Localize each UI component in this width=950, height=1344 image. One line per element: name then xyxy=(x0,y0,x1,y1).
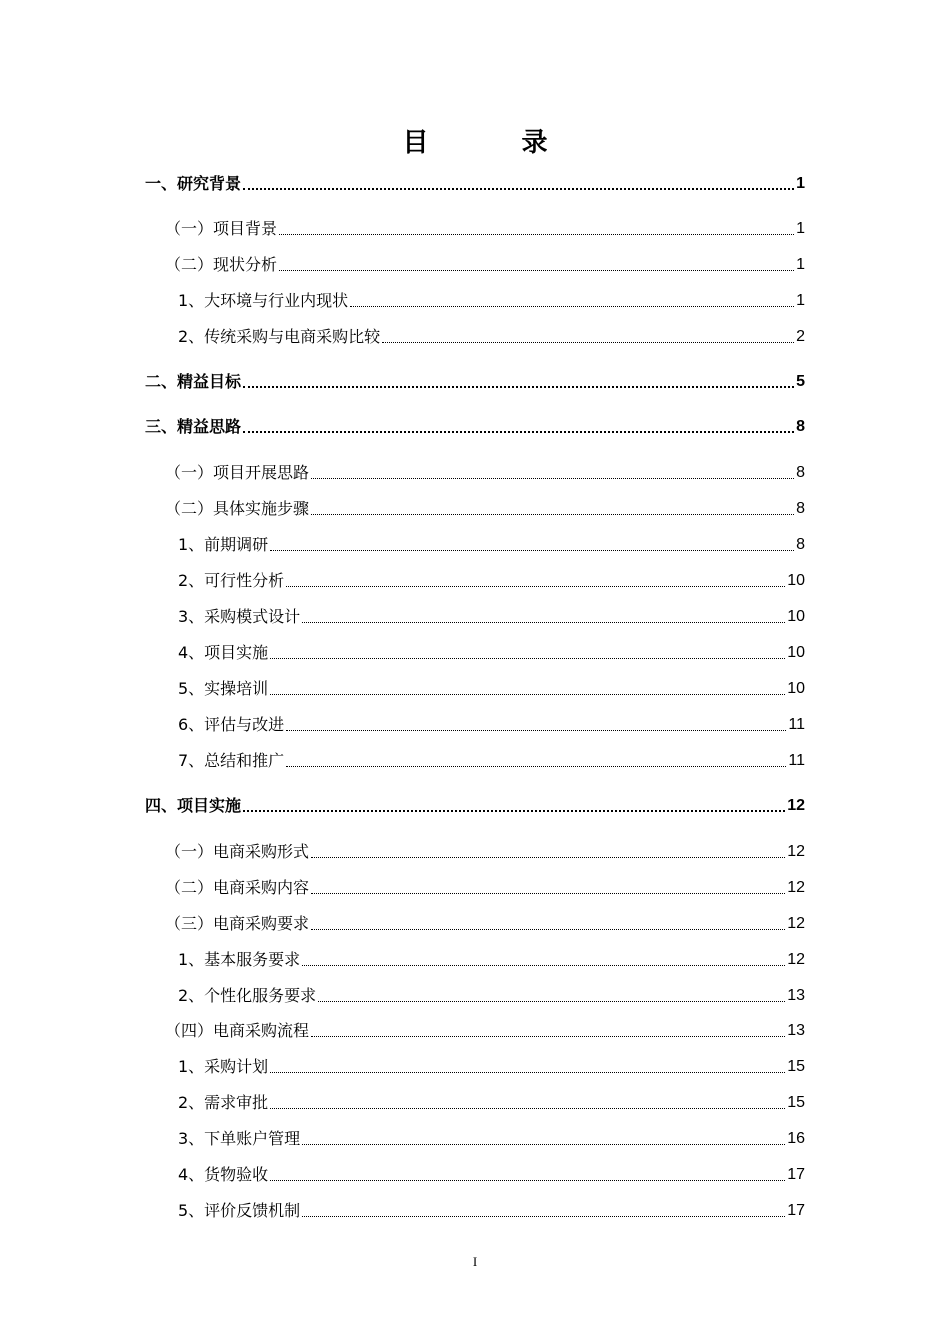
toc-dot-leader xyxy=(302,1144,785,1145)
toc-page-number: 13 xyxy=(787,1022,805,1039)
toc-entry[interactable] xyxy=(178,982,805,1006)
toc-dot-leader xyxy=(279,234,794,235)
toc-entry[interactable] xyxy=(178,323,805,347)
toc-page-number: 8 xyxy=(796,464,805,481)
toc-entry-text: 7、总结和推广 xyxy=(178,751,285,770)
toc-page-number: 1 xyxy=(796,256,805,273)
toc-dot-leader xyxy=(318,1001,785,1002)
toc-entry[interactable] xyxy=(178,946,805,970)
toc-title: 目 录 xyxy=(402,128,590,158)
toc-entry[interactable] xyxy=(145,792,805,816)
toc-dot-leader xyxy=(302,965,785,966)
toc-entry-text: 1、大环境与行业内现状 xyxy=(178,291,349,310)
toc-entry[interactable] xyxy=(165,910,805,934)
toc-entry-text: 1、基本服务要求 xyxy=(178,950,301,969)
toc-page-number: 17 xyxy=(787,1166,805,1183)
toc-page-number: 15 xyxy=(787,1094,805,1111)
toc-entry-text: 4、项目实施 xyxy=(178,643,269,662)
toc-page-number: 10 xyxy=(787,572,805,589)
toc-entry-text: 3、下单账户管理 xyxy=(178,1129,301,1148)
toc-dot-leader xyxy=(382,342,794,343)
toc-entry-text: 5、评价反馈机制 xyxy=(178,1201,301,1220)
toc-dot-leader xyxy=(302,1216,785,1217)
toc-entry-text: 四、项目实施 xyxy=(145,796,242,815)
toc-dot-leader xyxy=(243,810,785,812)
toc-entry[interactable] xyxy=(165,874,805,898)
toc-entry[interactable] xyxy=(165,215,805,239)
toc-dot-leader xyxy=(270,1072,785,1073)
toc-entry[interactable] xyxy=(165,459,805,483)
toc-entry[interactable] xyxy=(178,287,805,311)
toc-entry-text: 一、研究背景 xyxy=(145,174,242,193)
toc-entry[interactable] xyxy=(178,1053,805,1077)
toc-page-number: 15 xyxy=(787,1058,805,1075)
toc-entry[interactable] xyxy=(165,838,805,862)
toc-dot-leader xyxy=(311,893,785,894)
toc-page-number: 2 xyxy=(796,328,805,345)
toc-entry[interactable] xyxy=(145,368,805,392)
toc-entry[interactable] xyxy=(178,711,805,735)
toc-dot-leader xyxy=(270,1180,785,1181)
toc-dot-leader xyxy=(243,188,794,190)
toc-dot-leader xyxy=(311,857,785,858)
toc-page-number: 8 xyxy=(796,500,805,517)
toc-entry-text: （四）电商采购流程 xyxy=(165,1021,310,1040)
toc-entry[interactable] xyxy=(145,413,805,437)
toc-entry[interactable] xyxy=(165,495,805,519)
toc-entry[interactable] xyxy=(165,251,805,275)
toc-page-number: 8 xyxy=(796,536,805,553)
toc-dot-leader xyxy=(243,431,794,433)
toc-entry-text: 三、精益思路 xyxy=(145,417,242,436)
toc-entry-text: （一）电商采购形式 xyxy=(165,842,310,861)
toc-entry-text: 5、实操培训 xyxy=(178,679,269,698)
toc-dot-leader xyxy=(302,622,785,623)
toc-page-number: 10 xyxy=(787,680,805,697)
toc-entry-text: 2、传统采购与电商采购比较 xyxy=(178,327,381,346)
toc-entry-text: （三）电商采购要求 xyxy=(165,914,310,933)
toc-entry-text: （二）电商采购内容 xyxy=(165,878,310,897)
toc-entry[interactable] xyxy=(178,1161,805,1185)
toc-page-number: 12 xyxy=(787,879,805,896)
toc-entry[interactable] xyxy=(145,170,805,194)
toc-dot-leader xyxy=(311,478,794,479)
toc-entry[interactable] xyxy=(178,1125,805,1149)
toc-entry-text: 3、采购模式设计 xyxy=(178,607,301,626)
toc-page-number: 1 xyxy=(796,220,805,237)
toc-dot-leader xyxy=(243,386,794,388)
toc-entry-text: 6、评估与改进 xyxy=(178,715,285,734)
toc-entry-text: 2、需求审批 xyxy=(178,1093,269,1112)
toc-entry-text: （二）具体实施步骤 xyxy=(165,499,310,518)
toc-entry[interactable] xyxy=(178,1197,805,1221)
footer-page-number: I xyxy=(472,1254,478,1269)
toc-page-number: 11 xyxy=(788,752,805,769)
toc-entry-text: （二）现状分析 xyxy=(165,255,278,274)
toc-dot-leader xyxy=(311,514,794,515)
toc-page-number: 10 xyxy=(787,644,805,661)
toc-dot-leader xyxy=(270,694,785,695)
toc-entry-text: 1、前期调研 xyxy=(178,535,269,554)
toc-entry[interactable] xyxy=(178,567,805,591)
toc-page-number: 12 xyxy=(787,915,805,932)
toc-entry-text: 4、货物验收 xyxy=(178,1165,269,1184)
toc-page-number: 12 xyxy=(787,843,805,860)
toc-dot-leader xyxy=(279,270,794,271)
toc-dot-leader xyxy=(286,766,786,767)
toc-page-number: 8 xyxy=(796,418,805,435)
toc-page-number: 1 xyxy=(796,292,805,309)
toc-entry-text: （一）项目背景 xyxy=(165,219,278,238)
toc-page-number: 13 xyxy=(787,987,805,1004)
toc-page-number: 12 xyxy=(787,797,805,814)
toc-entry-text: 2、个性化服务要求 xyxy=(178,986,317,1005)
toc-entry[interactable] xyxy=(178,531,805,555)
toc-dot-leader xyxy=(270,658,785,659)
toc-page-number: 11 xyxy=(788,716,805,733)
toc-page-number: 1 xyxy=(796,175,805,192)
toc-entry-text: 1、采购计划 xyxy=(178,1057,269,1076)
toc-entry-text: 二、精益目标 xyxy=(145,372,242,391)
toc-entry[interactable] xyxy=(178,675,805,699)
toc-entry[interactable] xyxy=(178,1089,805,1113)
toc-entry-text: 2、可行性分析 xyxy=(178,571,285,590)
toc-page-number: 5 xyxy=(796,373,805,390)
toc-entry[interactable] xyxy=(178,603,805,627)
toc-page-number: 17 xyxy=(787,1202,805,1219)
toc-entry[interactable] xyxy=(165,1017,805,1041)
toc-entry[interactable] xyxy=(178,747,805,771)
toc-dot-leader xyxy=(270,550,794,551)
toc-page-number: 10 xyxy=(787,608,805,625)
toc-dot-leader xyxy=(286,586,785,587)
toc-dot-leader xyxy=(286,730,786,731)
toc-page-number: 12 xyxy=(787,951,805,968)
toc-dot-leader xyxy=(311,1036,785,1037)
toc-entry-text: （一）项目开展思路 xyxy=(165,463,310,482)
toc-dot-leader xyxy=(270,1108,785,1109)
toc-dot-leader xyxy=(311,929,785,930)
toc-page-number: 16 xyxy=(787,1130,805,1147)
toc-entry[interactable] xyxy=(178,639,805,663)
toc-dot-leader xyxy=(350,306,794,307)
